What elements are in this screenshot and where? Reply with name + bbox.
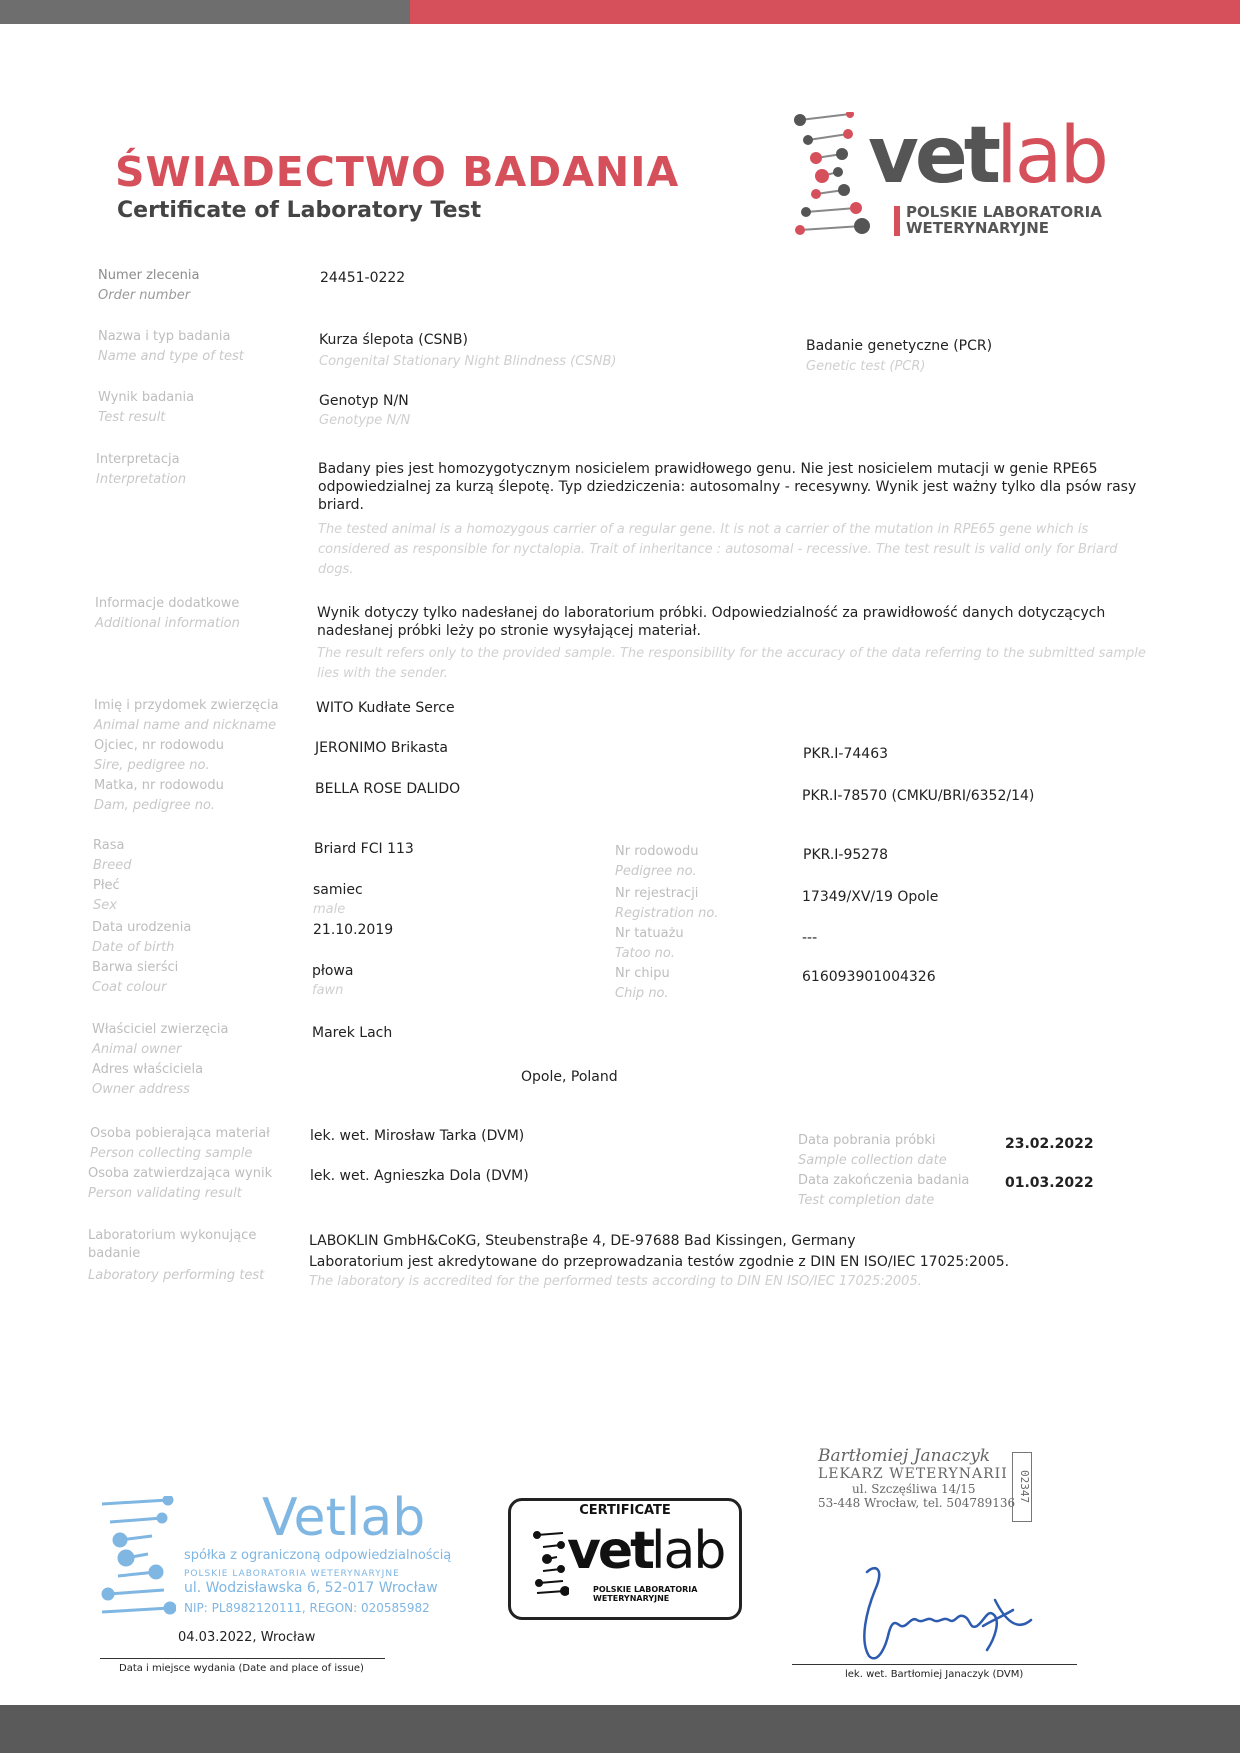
logo-subtitle: [906, 204, 1102, 236]
sire-label: Ojciec, nr rodowodu: [94, 738, 225, 753]
vet-stamp-number: 02347: [1012, 1452, 1032, 1522]
vetlab-logo: [790, 112, 1120, 242]
laboratory-label-1: Laboratorium wykonujące: [88, 1228, 257, 1243]
chip-label: Nr chipu: [615, 966, 670, 981]
laboratory-line-en: The laboratory is accredited for the performed tests according to DIN EN ISO/IEC 17025:2005.: [309, 1274, 922, 1289]
result-label-en: Test result: [98, 410, 166, 425]
collection-date-value: 23.02.2022: [1005, 1136, 1094, 1152]
registration-label-en: Registration no.: [615, 906, 719, 921]
completion-date-label: Data zakończenia badania: [798, 1173, 970, 1188]
certificate-subtitle-line1: POLSKIE LABORATORIA: [593, 1585, 698, 1594]
laboratory-label-2: badanie: [88, 1246, 141, 1261]
sex-value: samiec: [313, 882, 363, 898]
sire-value: JERONIMO Brikasta: [315, 740, 448, 756]
issue-divider: [100, 1658, 385, 1659]
interpretation-label: Interpretacja: [96, 452, 180, 467]
interpretation-text: Badany pies jest homozygotycznym nosicielem prawidłowego genu. Nie jest nosicielem mutacji w genie RPE65 odpowiedzialnej za kurzą ślepotę. Typ dziedziczenia: autosomalny - recesywny. Wynik jest ważny tylko dla psów rasy briard.: [318, 461, 1137, 513]
stamp-vetlab-text: Vetlab: [262, 1488, 426, 1548]
validator-value: lek. wet. Agnieszka Dola (DVM): [310, 1168, 529, 1184]
bottom-bar: [0, 1705, 1240, 1753]
owner-label-en: Animal owner: [92, 1042, 182, 1057]
order-label-en: Order number: [98, 288, 191, 303]
dob-label: Data urodzenia: [92, 920, 192, 935]
certificate-dna-icon: [533, 1531, 569, 1597]
logo-lab-text: lab: [996, 111, 1106, 201]
collection-date-label-en: Sample collection date: [798, 1153, 947, 1168]
breed-label: Rasa: [93, 838, 125, 853]
validator-label: Osoba zatwierdzająca wynik: [88, 1166, 273, 1181]
page-title: ŚWIADECTWO BADANIA: [115, 148, 680, 196]
coat-label: Barwa sierści: [92, 960, 179, 975]
laboratory-label-en: Laboratory performing test: [88, 1268, 265, 1283]
collection-date-label: Data pobrania próbki: [798, 1133, 936, 1148]
additional-label: Informacje dodatkowe: [95, 596, 240, 611]
animal-name-value: WITO Kudłate Serce: [316, 700, 455, 716]
additional-text-en: The result refers only to the provided sample. The responsibility for the accuracy of the data referring to the submitted sample lies with the sender.: [317, 646, 1146, 681]
top-bar-grey: [0, 0, 410, 24]
certificate-subtitle-line2: WETERYNARYJNE: [593, 1594, 670, 1603]
signature-caption: lek. wet. Bartłomiej Janaczyk (DVM): [845, 1669, 1024, 1680]
dam-pedigree: PKR.I-78570 (CMKU/BRI/6352/14): [802, 788, 1035, 804]
vet-stamp: [818, 1446, 1038, 1510]
tattoo-value: ---: [802, 930, 818, 946]
owner-value: Marek Lach: [312, 1025, 393, 1041]
sire-label-en: Sire, pedigree no.: [94, 758, 210, 773]
animal-name-label: Imię i przydomek zwierzęcia: [94, 698, 279, 713]
collector-label-en: Person collecting sample: [90, 1146, 253, 1161]
test-label: Nazwa i typ badania: [98, 329, 231, 344]
vet-stamp-street: ul. Szczęśliwa 14/15: [852, 1482, 976, 1496]
sex-label: Płeć: [93, 878, 120, 893]
breed-value: Briard FCI 113: [314, 841, 414, 857]
certificate-subtitle: [593, 1585, 697, 1603]
additional-label-en: Additional information: [95, 616, 240, 631]
completion-date-value: 01.03.2022: [1005, 1175, 1094, 1191]
logo-vet-text: vet: [868, 111, 998, 201]
laboratory-line2: Laboratorium jest akredytowane do przeprowadzania testów zgodnie z DIN EN ISO/IEC 17025:2005.: [309, 1254, 1010, 1270]
laboratory-line1: LABOKLIN GmbH&CoKG, Steubenstraβe 4, DE-97688 Bad Kissingen, Germany: [309, 1233, 856, 1249]
chip-label-en: Chip no.: [615, 986, 669, 1001]
dam-value: BELLA ROSE DALIDO: [315, 781, 461, 797]
pedigree-label-en: Pedigree no.: [615, 864, 697, 879]
breed-label-en: Breed: [93, 858, 132, 873]
certificate-title: CERTIFICATE: [579, 1503, 671, 1518]
collector-label: Osoba pobierająca materiał: [90, 1126, 270, 1141]
dob-label-en: Date of birth: [92, 940, 175, 955]
test-type-en: Genetic test (PCR): [806, 359, 926, 374]
certificate-vet-text: vet: [567, 1521, 653, 1581]
tattoo-label-en: Tatoo no.: [615, 946, 676, 961]
chip-value: 616093901004326: [802, 969, 936, 985]
company-stamp: [92, 1490, 452, 1620]
result-value-en: Genotype N/N: [319, 413, 411, 428]
order-value: 24451-0222: [320, 270, 406, 286]
logo-subtitle-line2: WETERYNARYJNE: [906, 219, 1049, 237]
pedigree-value: PKR.I-95278: [803, 847, 889, 863]
owner-address-value: Opole, Poland: [521, 1069, 618, 1085]
additional-text: Wynik dotyczy tylko nadesłanej do laboratorium próbki. Odpowiedzialność za prawidłowość danych dotyczących nadesłanej próbki leży po stronie wysyłającej materiał.: [317, 605, 1106, 639]
owner-label: Właściciel zwierzęcia: [92, 1022, 229, 1037]
coat-value: płowa: [312, 963, 354, 979]
order-label: Numer zlecenia: [98, 268, 200, 283]
registration-value: 17349/XV/19 Opole: [802, 889, 939, 905]
dna-icon: [790, 112, 875, 237]
coat-label-en: Coat colour: [92, 980, 167, 995]
vet-stamp-city: 53-448 Wrocław, tel. 504789136: [818, 1496, 1016, 1510]
pedigree-label: Nr rodowodu: [615, 844, 699, 859]
logo-subtitle-line1: POLSKIE LABORATORIA: [906, 203, 1102, 221]
handwritten-signature: [845, 1560, 1045, 1665]
interpretation-text-en: The tested animal is a homozygous carrier of a regular gene. It is not a carrier of the mutation in RPE65 gene which is considered as responsible for nyctalopia. Trait of inheritance : autosomal - recessive. The test result is valid only for Briard dogs.: [318, 522, 1118, 577]
stamp-dna-icon: [96, 1496, 176, 1616]
owner-address-label: Adres właściciela: [92, 1062, 204, 1077]
stamp-line-2: POLSKIE LABORATORIA WETERYNARYJNE: [184, 1569, 400, 1579]
logo-accent-bar: [894, 206, 900, 236]
collector-value: lek. wet. Mirosław Tarka (DVM): [310, 1128, 525, 1144]
sex-label-en: Sex: [93, 898, 117, 913]
stamp-line-3: ul. Wodzisławska 6, 52-017 Wrocław: [184, 1580, 438, 1596]
test-value: Kurza ślepota (CSNB): [319, 332, 468, 348]
registration-label: Nr rejestracji: [615, 886, 699, 901]
test-type: Badanie genetyczne (PCR): [806, 338, 993, 354]
signature-divider: [792, 1664, 1077, 1665]
result-value: Genotyp N/N: [319, 393, 409, 409]
interpretation-label-en: Interpretation: [96, 472, 187, 487]
dob-value: 21.10.2019: [313, 922, 394, 938]
page-subtitle: Certificate of Laboratory Test: [117, 198, 482, 223]
completion-date-label-en: Test completion date: [798, 1193, 935, 1208]
coat-value-en: fawn: [312, 983, 344, 998]
test-value-en: Congenital Stationary Night Blindness (CSNB): [319, 354, 617, 369]
result-label: Wynik badania: [98, 390, 195, 405]
certificate-badge: [508, 1498, 742, 1620]
sex-value-en: male: [313, 902, 346, 917]
stamp-line-1: spółka z ograniczoną odpowiedzialnością: [184, 1548, 452, 1563]
vet-stamp-name: Bartłomiej Janaczyk: [818, 1446, 991, 1466]
top-bar-red: [410, 0, 1240, 24]
dam-label: Matka, nr rodowodu: [94, 778, 224, 793]
issue-caption: Data i miejsce wydania (Date and place of issue): [119, 1663, 364, 1674]
tattoo-label: Nr tatuażu: [615, 926, 684, 941]
dam-label-en: Dam, pedigree no.: [94, 798, 216, 813]
animal-name-label-en: Animal name and nickname: [94, 718, 277, 733]
sire-pedigree: PKR.I-74463: [803, 746, 889, 762]
stamp-line-4: NIP: PL8982120111, REGON: 020585982: [184, 1601, 430, 1615]
validator-label-en: Person validating result: [88, 1186, 242, 1201]
issue-date-place: 04.03.2022, Wrocław: [178, 1630, 316, 1645]
certificate-lab-text: lab: [651, 1521, 725, 1581]
owner-address-label-en: Owner address: [92, 1082, 190, 1097]
test-label-en: Name and type of test: [98, 349, 244, 364]
vet-stamp-title: LEKARZ WETERYNARII: [818, 1466, 1008, 1482]
